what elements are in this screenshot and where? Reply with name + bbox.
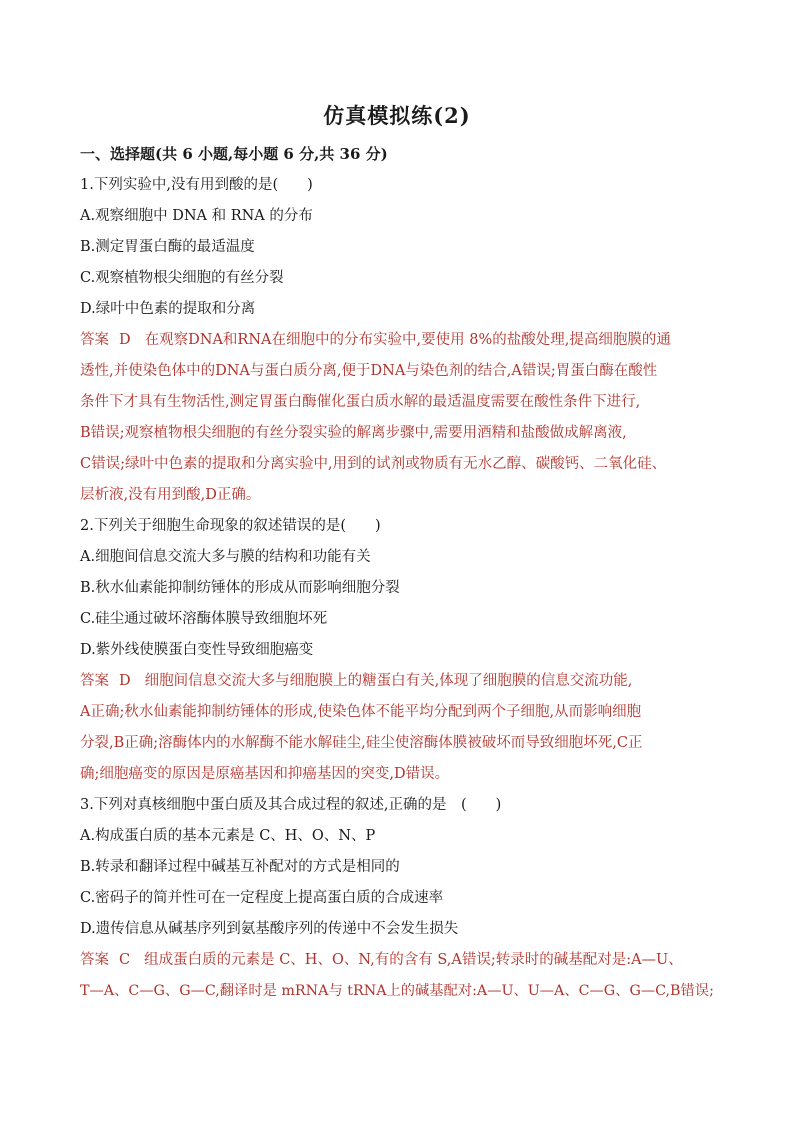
question-1-option-d: D.绿叶中色素的提取和分离 — [80, 301, 256, 317]
question-2-option-d: D.紫外线使膜蛋白变性导致细胞癌变 — [80, 642, 314, 658]
explanation-line: 层析液,没有用到酸,D正确。 — [80, 487, 261, 503]
answer-option: D — [119, 332, 131, 348]
question-2-option-c: C.硅尘通过破坏溶酶体膜导致细胞坏死 — [80, 611, 328, 627]
question-3-option-a: A.构成蛋白质的基本元素是 C、H、O、N、P — [80, 828, 376, 844]
explanation-line: B错误;观察植物根尖细胞的有丝分裂实验的解离步骤中,需要用酒精和盐酸做成解离液, — [80, 425, 627, 441]
question-2-stem: 2.下列关于细胞生命现象的叙述错误的是( ) — [80, 518, 381, 534]
explanation-line: 在观察DNA和RNA在细胞中的分布实验中,要使用 8%的盐酸处理,提高细胞膜的通 — [144, 332, 671, 348]
question-3-option-b: B.转录和翻译过程中碱基互补配对的方式是相同的 — [80, 859, 400, 875]
explanation-line: 组成蛋白质的元素是 C、H、O、N,有的含有 S,A错误;转录时的碱基配对是:A—U、 — [144, 952, 683, 968]
question-3-answer-line — [80, 950, 683, 970]
answer-label: 答案 — [80, 952, 109, 968]
answer-label: 答案 — [80, 332, 109, 348]
page-title: 仿真模拟练(2) — [323, 103, 471, 128]
explanation-line: 确;细胞癌变的原因是原癌基因和抑癌基因的突变,D错误。 — [80, 766, 450, 782]
question-2-option-b: B.秋水仙素能抑制纺锤体的形成从而影响细胞分裂 — [80, 580, 400, 596]
question-1-option-b: B.测定胃蛋白酶的最适温度 — [80, 239, 255, 255]
answer-option: D — [119, 673, 131, 689]
explanation-line: 条件下才具有生物活性,测定胃蛋白酶催化蛋白质水解的最适温度需要在酸性条件下进行, — [80, 394, 641, 410]
question-1-answer-line — [80, 330, 671, 350]
explanation-line: C错误;绿叶中色素的提取和分离实验中,用到的试剂或物质有无水乙醇、碳酸钙、二氧化硅、 — [80, 456, 667, 472]
question-1-option-c: C.观察植物根尖细胞的有丝分裂 — [80, 270, 284, 286]
question-1-option-a: A.观察细胞中 DNA 和 RNA 的分布 — [80, 208, 313, 224]
question-1-stem: 1.下列实验中,没有用到酸的是( ) — [80, 177, 313, 193]
explanation-line: A正确;秋水仙素能抑制纺锤体的形成,使染色体不能平均分配到两个子细胞,从而影响细胞 — [80, 704, 642, 720]
answer-label: 答案 — [80, 673, 109, 689]
answer-option: C — [119, 952, 131, 968]
question-3-stem: 3.下列对真核细胞中蛋白质及其合成过程的叙述,正确的是 ( ) — [80, 797, 502, 813]
explanation-line: 细胞间信息交流大多与细胞膜上的糖蛋白有关,体现了细胞膜的信息交流功能, — [144, 673, 633, 689]
question-3-option-d: D.遗传信息从碱基序列到氨基酸序列的传递中不会发生损失 — [80, 921, 459, 937]
section-heading: 一、选择题(共 6 小题,每小题 6 分,共 36 分) — [80, 145, 388, 163]
question-2-option-a: A.细胞间信息交流大多与膜的结构和功能有关 — [80, 549, 371, 565]
explanation-line: 透性,并使染色体中的DNA与蛋白质分离,便于DNA与染色剂的结合,A错误;胃蛋白酶在酸性 — [80, 363, 658, 379]
explanation-line: 分裂,B正确;溶酶体内的水解酶不能水解硅尘,硅尘使溶酶体膜被破坏而导致细胞坏死,C正 — [80, 735, 643, 751]
question-2-answer-line — [80, 671, 632, 691]
explanation-line: T—A、C—G、G—C,翻译时是 mRNA与 tRNA上的碱基配对:A—U、U—A、C—G、G—C,B错误; — [80, 983, 714, 999]
question-3-option-c: C.密码子的简并性可在一定程度上提高蛋白质的合成速率 — [80, 890, 444, 906]
